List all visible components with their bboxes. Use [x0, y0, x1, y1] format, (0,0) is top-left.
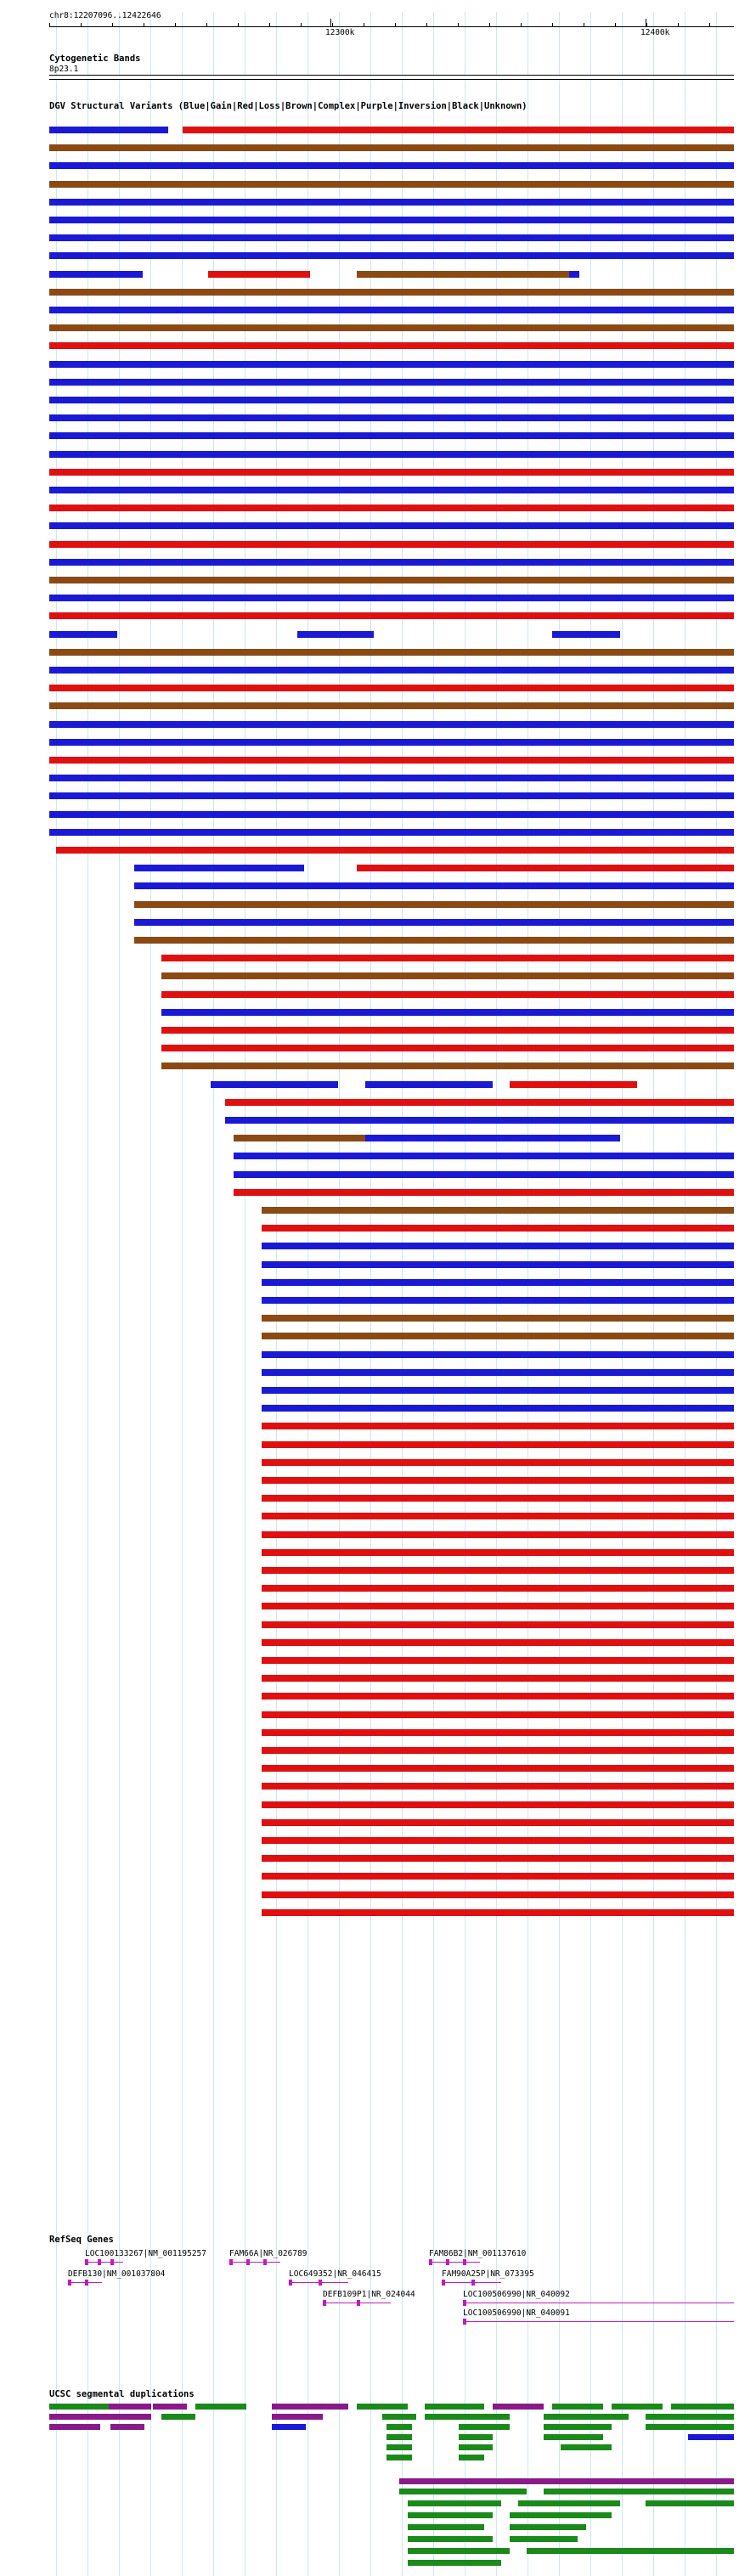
ruler-minor-tick — [175, 23, 176, 26]
variant-bar[interactable] — [49, 702, 734, 709]
segdup-block[interactable] — [459, 2434, 493, 2440]
gene-exon[interactable] — [289, 2280, 292, 2286]
gene-label: LOC100133267|NM_001195257 — [85, 2249, 206, 2258]
variant-bar[interactable] — [262, 1279, 734, 1286]
variant-bar[interactable] — [161, 955, 734, 961]
ruler-major-tick — [330, 19, 331, 26]
variant-bar[interactable] — [262, 1369, 734, 1376]
variant-bar[interactable] — [134, 901, 734, 908]
segdup-block[interactable] — [153, 2404, 187, 2410]
variant-bar[interactable] — [262, 1207, 734, 1214]
variant-bar[interactable] — [262, 1297, 734, 1304]
variant-bar[interactable] — [262, 1351, 734, 1358]
variant-bar[interactable] — [262, 1729, 734, 1736]
coordinates-label: chr8:12207096..12422646 — [49, 11, 161, 20]
gene-exon[interactable] — [463, 2300, 466, 2306]
variant-bar[interactable] — [357, 271, 578, 278]
variant-bar[interactable] — [49, 181, 734, 188]
segdup-block[interactable] — [272, 2414, 323, 2420]
variant-bar[interactable] — [365, 1135, 620, 1141]
segdup-block[interactable] — [544, 2489, 734, 2494]
variant-bar[interactable] — [211, 1081, 338, 1088]
ruler-minor-tick — [112, 23, 113, 26]
segdup-block[interactable] — [408, 2560, 501, 2566]
variant-bar[interactable] — [262, 1621, 734, 1628]
variant-bar[interactable] — [262, 1909, 734, 1916]
variant-bar[interactable] — [262, 1477, 734, 1484]
dgv-track-title: DGV Structural Variants (Blue|Gain|Red|Loss|Brown|Complex|Purple|Inversion|Black|Unknown) — [49, 101, 528, 111]
variant-bar[interactable] — [262, 1837, 734, 1844]
segdup-block[interactable] — [408, 2512, 493, 2518]
variant-bar[interactable] — [262, 1747, 734, 1754]
gene-intron-line — [85, 2262, 123, 2263]
variant-bar[interactable] — [49, 612, 734, 619]
gene-exon[interactable] — [463, 2259, 466, 2265]
gene-exon[interactable] — [357, 2300, 360, 2306]
segdup-block[interactable] — [386, 2455, 412, 2460]
ruler-minor-tick — [426, 23, 427, 26]
variant-bar[interactable] — [56, 847, 734, 854]
segdup-block[interactable] — [518, 2500, 620, 2506]
gene-label: DEFB130|NM_001037804 — [68, 2269, 166, 2279]
gene-exon[interactable] — [442, 2280, 445, 2286]
ruler-minor-tick — [206, 23, 207, 26]
variant-bar[interactable] — [49, 469, 734, 476]
variant-bar[interactable] — [134, 865, 304, 871]
segdup-block[interactable] — [357, 2404, 408, 2410]
variant-bar[interactable] — [49, 775, 734, 781]
refseq-track-title: RefSeq Genes — [49, 2235, 114, 2245]
segdup-block[interactable] — [386, 2444, 412, 2450]
gene-exon[interactable] — [85, 2259, 88, 2265]
variant-bar[interactable] — [49, 144, 734, 151]
gene-intron-line — [429, 2262, 480, 2263]
segdup-block[interactable] — [544, 2434, 603, 2440]
variant-bar[interactable] — [161, 1027, 734, 1034]
variant-bar[interactable] — [183, 127, 734, 133]
ruler-minor-tick — [489, 23, 490, 26]
variant-bar[interactable] — [49, 217, 734, 223]
segdup-block[interactable] — [510, 2536, 578, 2542]
variant-bar[interactable] — [297, 631, 374, 638]
segdup-block[interactable] — [408, 2536, 493, 2542]
gene-exon[interactable] — [446, 2259, 449, 2265]
ruler-minor-tick — [332, 23, 333, 26]
gene-label: LOC100506990|NR_040092 — [463, 2290, 570, 2299]
segdup-block[interactable] — [493, 2404, 544, 2410]
variant-bar[interactable] — [49, 379, 734, 386]
variant-bar[interactable] — [262, 1387, 734, 1394]
variant-bar[interactable] — [365, 1081, 493, 1088]
ruler-minor-tick — [646, 23, 647, 26]
segdup-block[interactable] — [459, 2455, 484, 2460]
variant-bar[interactable] — [262, 1639, 734, 1646]
segdup-block[interactable] — [382, 2414, 416, 2420]
gene-label: DEFB109P1|NR_024044 — [323, 2290, 415, 2299]
variant-bar[interactable] — [49, 757, 734, 764]
variant-bar[interactable] — [49, 595, 734, 601]
variant-bar[interactable] — [262, 1567, 734, 1574]
variant-bar[interactable] — [262, 1243, 734, 1249]
variant-bar[interactable] — [234, 1189, 734, 1196]
ruler-axis — [49, 26, 734, 27]
variant-bar[interactable] — [49, 541, 734, 548]
segdup-block[interactable] — [688, 2434, 734, 2440]
gene-exon[interactable] — [463, 2319, 466, 2325]
variant-bar[interactable] — [262, 1693, 734, 1699]
segdup-block[interactable] — [161, 2414, 195, 2420]
variant-bar[interactable] — [262, 1423, 734, 1429]
gene-intron-line — [229, 2262, 280, 2263]
variant-bar[interactable] — [225, 1117, 734, 1124]
variant-bar[interactable] — [161, 1009, 734, 1016]
variant-bar[interactable] — [49, 234, 734, 241]
variant-bar[interactable] — [49, 577, 734, 583]
segdup-block[interactable] — [544, 2414, 629, 2420]
gene-exon[interactable] — [68, 2280, 71, 2286]
variant-bar[interactable] — [234, 1171, 734, 1178]
variant-bar[interactable] — [49, 451, 734, 458]
variant-bar[interactable] — [262, 1891, 734, 1898]
variant-bar[interactable] — [49, 127, 168, 133]
segdup-block[interactable] — [646, 2424, 734, 2430]
gene-exon[interactable] — [323, 2300, 326, 2306]
segdup-block[interactable] — [671, 2404, 734, 2410]
variant-bar[interactable] — [49, 721, 734, 728]
variant-bar[interactable] — [234, 1135, 378, 1141]
ruler-minor-tick — [709, 23, 710, 26]
variant-bar[interactable] — [552, 631, 620, 638]
variant-bar[interactable] — [262, 1459, 734, 1466]
gene-exon[interactable] — [319, 2280, 322, 2286]
segdup-block[interactable] — [646, 2414, 734, 2420]
segdup-block[interactable] — [552, 2404, 603, 2410]
variant-bar[interactable] — [262, 1819, 734, 1826]
gene-exon[interactable] — [229, 2259, 233, 2265]
variant-bar[interactable] — [161, 991, 734, 998]
segdup-block[interactable] — [612, 2404, 663, 2410]
segdup-block[interactable] — [459, 2444, 493, 2450]
variant-bar[interactable] — [569, 271, 579, 278]
ruler-minor-tick — [301, 23, 302, 26]
segdup-track-title: UCSC segmental duplications — [49, 2389, 195, 2399]
segdup-block[interactable] — [527, 2548, 734, 2554]
variant-bar[interactable] — [49, 667, 734, 674]
gene-exon[interactable] — [246, 2259, 250, 2265]
ruler-minor-tick — [81, 23, 82, 26]
segdup-block[interactable] — [386, 2424, 412, 2430]
segdup-block[interactable] — [408, 2524, 484, 2530]
variant-bar[interactable] — [49, 432, 734, 439]
variant-bar[interactable] — [225, 1099, 734, 1106]
segdup-block[interactable] — [510, 2512, 612, 2518]
variant-bar[interactable] — [262, 1405, 734, 1412]
gene-exon[interactable] — [98, 2259, 101, 2265]
variant-bar[interactable] — [262, 1855, 734, 1862]
segdup-block[interactable] — [399, 2489, 527, 2494]
variant-bar[interactable] — [49, 649, 734, 656]
variant-bar[interactable] — [49, 324, 734, 331]
ruler-minor-tick — [458, 23, 459, 26]
gene-exon[interactable] — [85, 2280, 88, 2286]
segdup-block[interactable] — [109, 2404, 151, 2410]
segdup-block[interactable] — [272, 2424, 306, 2430]
segdup-block[interactable] — [425, 2404, 484, 2410]
variant-bar[interactable] — [49, 504, 734, 511]
segdup-block[interactable] — [459, 2424, 510, 2430]
segdup-block[interactable] — [544, 2424, 612, 2430]
variant-bar[interactable] — [49, 271, 143, 278]
segdup-block[interactable] — [510, 2524, 586, 2530]
variant-bar[interactable] — [262, 1333, 734, 1339]
variant-bar[interactable] — [49, 685, 734, 691]
variant-bar[interactable] — [49, 199, 734, 206]
ruler-minor-tick — [49, 23, 50, 26]
variant-bar[interactable] — [49, 342, 734, 349]
variant-bar[interactable] — [262, 1531, 734, 1538]
segdup-block[interactable] — [49, 2414, 151, 2420]
variant-bar[interactable] — [49, 162, 734, 169]
variant-bar[interactable] — [49, 739, 734, 746]
gene-label: FAM66A|NR_026789 — [229, 2249, 307, 2258]
variant-bar[interactable] — [262, 1783, 734, 1790]
gene-intron-line — [463, 2321, 734, 2322]
variant-bar[interactable] — [49, 811, 734, 818]
variant-bar[interactable] — [262, 1225, 734, 1232]
gene-label: FAM86B2|NM_001137610 — [429, 2249, 527, 2258]
variant-bar[interactable] — [161, 1063, 734, 1069]
gene-label: FAM90A25P|NR_073395 — [442, 2269, 534, 2279]
variant-bar[interactable] — [49, 631, 117, 638]
segdup-block[interactable] — [425, 2414, 510, 2420]
variant-bar[interactable] — [262, 1711, 734, 1718]
segdup-block[interactable] — [272, 2404, 348, 2410]
ruler-tick-12300k: 12300k — [325, 28, 355, 37]
variant-bar[interactable] — [49, 414, 734, 421]
gene-label: LOC649352|NR_046415 — [289, 2269, 381, 2279]
ruler-minor-tick — [395, 23, 396, 26]
variant-bar[interactable] — [161, 1045, 734, 1051]
cytoband-track-title: Cytogenetic Bands — [49, 54, 141, 64]
variant-bar[interactable] — [262, 1873, 734, 1880]
segdup-block[interactable] — [399, 2478, 734, 2484]
gene-exon[interactable] — [429, 2259, 432, 2265]
variant-bar[interactable] — [262, 1657, 734, 1664]
variant-bar[interactable] — [262, 1585, 734, 1592]
variant-bar[interactable] — [262, 1603, 734, 1609]
variant-bar[interactable] — [49, 522, 734, 529]
variant-bar[interactable] — [49, 361, 734, 368]
gene-label: LOC100506990|NR_040091 — [463, 2308, 570, 2318]
variant-bar[interactable] — [134, 919, 734, 926]
ruler-minor-tick — [678, 23, 679, 26]
variant-bar[interactable] — [134, 937, 734, 944]
cytoband-ideogram — [49, 75, 734, 80]
segdup-block[interactable] — [49, 2404, 109, 2410]
variant-bar[interactable] — [262, 1675, 734, 1682]
variant-bar[interactable] — [262, 1261, 734, 1268]
variant-bar[interactable] — [49, 559, 734, 566]
variant-bar[interactable] — [49, 792, 734, 799]
variant-bar[interactable] — [134, 882, 734, 889]
variant-bar[interactable] — [510, 1081, 637, 1088]
segdup-block[interactable] — [408, 2548, 510, 2554]
ruler-tick-12400k: 12400k — [640, 28, 670, 37]
variant-bar[interactable] — [49, 289, 734, 296]
variant-bar[interactable] — [234, 1153, 734, 1159]
segdup-block[interactable] — [110, 2424, 144, 2430]
cytoband-label: 8p23.1 — [49, 65, 79, 74]
ruler-minor-tick — [552, 23, 553, 26]
ruler-minor-tick — [615, 23, 616, 26]
variant-bar[interactable] — [262, 1765, 734, 1772]
segdup-block[interactable] — [646, 2500, 734, 2506]
variant-bar[interactable] — [262, 1513, 734, 1519]
variant-bar[interactable] — [161, 972, 734, 979]
gene-exon[interactable] — [471, 2280, 475, 2286]
gene-exon[interactable] — [263, 2259, 267, 2265]
variant-bar[interactable] — [262, 1315, 734, 1322]
ruler-minor-tick — [269, 23, 270, 26]
segdup-block[interactable] — [408, 2500, 501, 2506]
variant-bar[interactable] — [49, 252, 734, 259]
variant-bar[interactable] — [49, 829, 734, 836]
ruler-minor-tick — [238, 23, 239, 26]
variant-bar[interactable] — [262, 1801, 734, 1808]
segdup-block[interactable] — [49, 2424, 100, 2430]
segdup-block[interactable] — [561, 2444, 612, 2450]
variant-bar[interactable] — [49, 307, 734, 313]
variant-bar[interactable] — [262, 1549, 734, 1556]
variant-bar[interactable] — [262, 1441, 734, 1448]
segdup-block[interactable] — [195, 2404, 246, 2410]
variant-bar[interactable] — [49, 397, 734, 403]
variant-bar[interactable] — [208, 271, 310, 278]
segdup-block[interactable] — [386, 2434, 412, 2440]
variant-bar[interactable] — [262, 1495, 734, 1502]
ruler-minor-tick — [521, 23, 522, 26]
variant-bar[interactable] — [49, 487, 734, 493]
gene-exon[interactable] — [110, 2259, 114, 2265]
variant-bar[interactable] — [357, 865, 734, 871]
